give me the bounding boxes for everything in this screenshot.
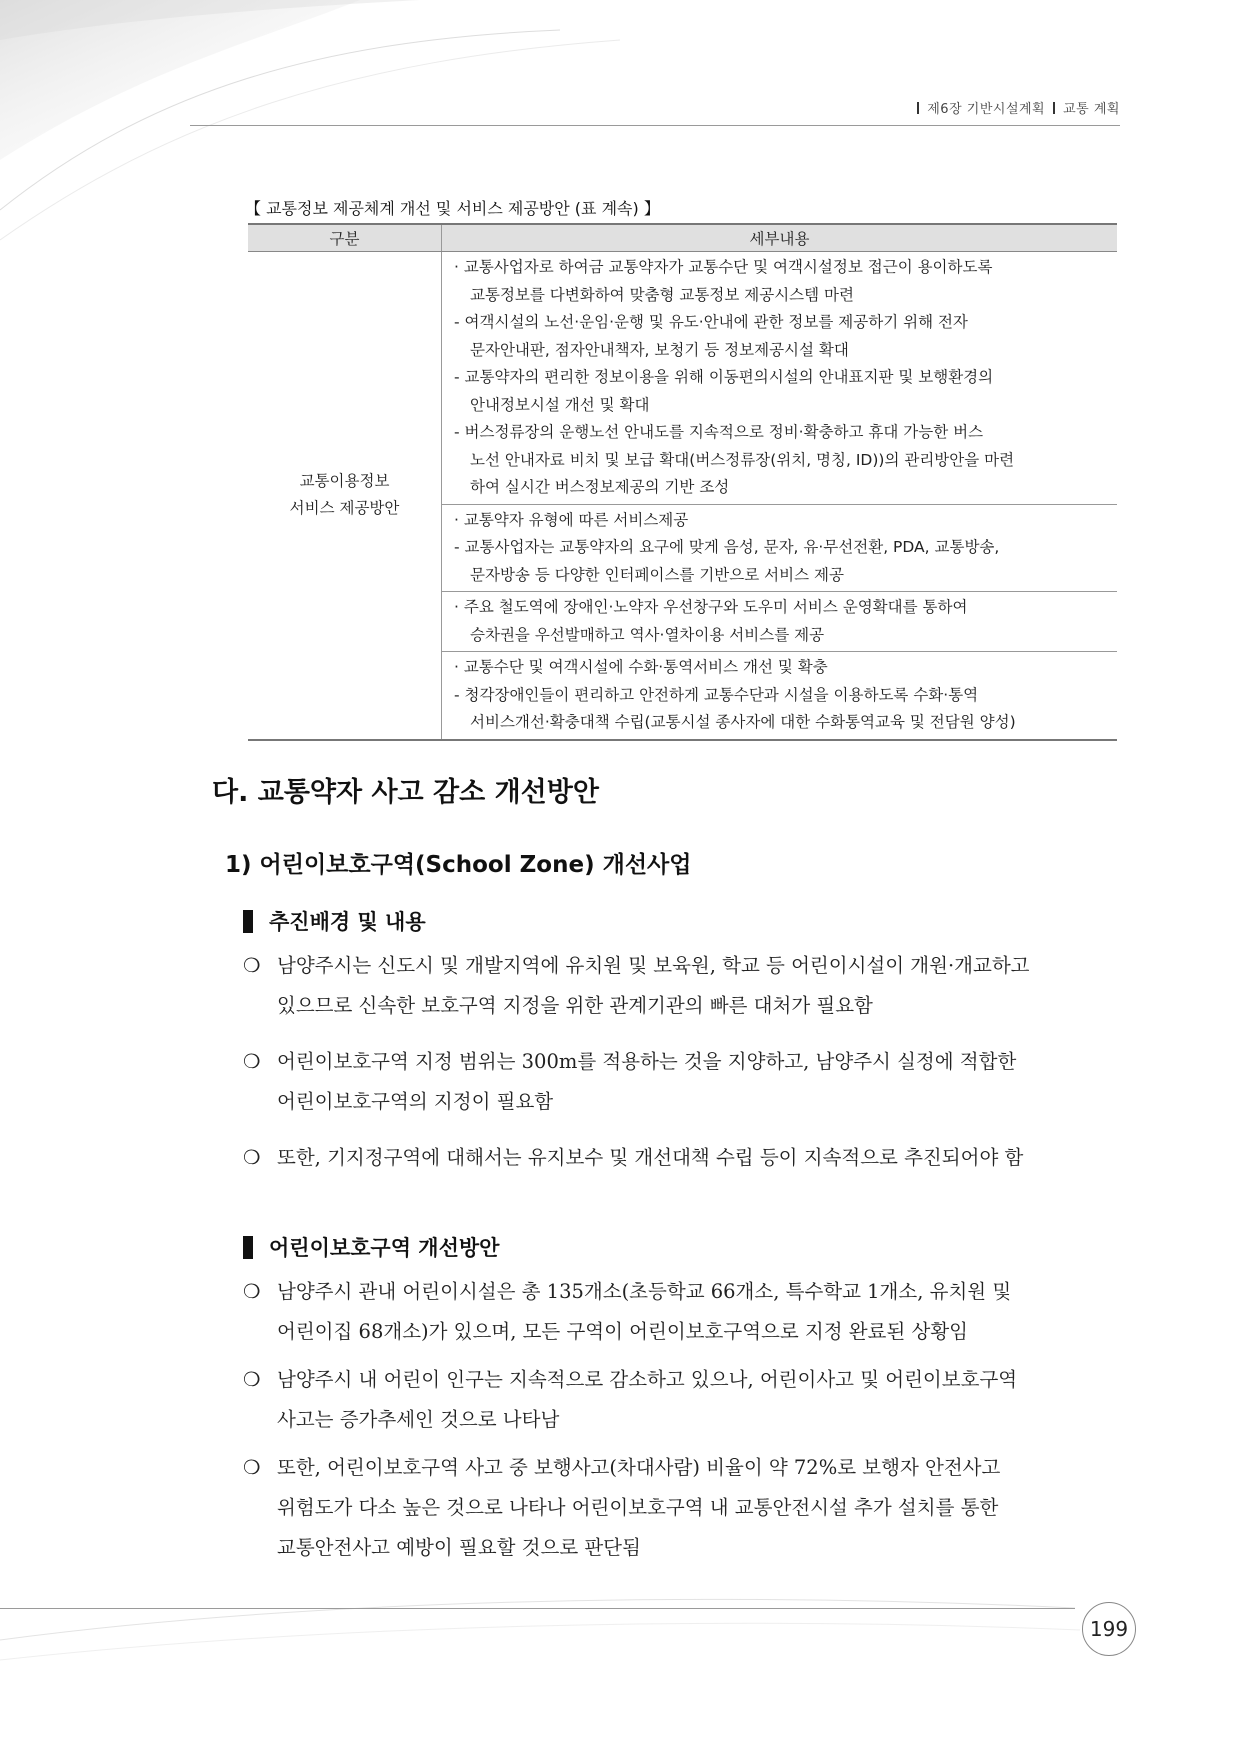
detail-line: 하여 실시간 버스정보제공의 기반 조성: [470, 478, 730, 496]
header-divider: [917, 102, 919, 114]
detail-line: 안내정보시설 개선 및 확대: [470, 395, 650, 414]
circle-bullet-icon: ❍: [243, 1368, 261, 1391]
paragraph-line: ❍ 남양주시 내 어린이 인구는 지속적으로 감소하고 있으나, 어린이사고 및 어린이보호구역: [243, 1360, 1123, 1400]
bullet-heading: [243, 906, 426, 936]
detail-line: - 청각장애인들이 편리하고 안전하게 교통수단과 시설을 이용하도록 수화·통역: [454, 685, 979, 704]
row-details: [442, 252, 1118, 740]
paragraph-line: ❍ 남양주시 관내 어린이시설은 총 135개소(초등학교 66개소, 특수학교 1개소, 유치원 및: [243, 1272, 1123, 1312]
paragraph-line: ❍ 어린이보호구역 지정 범위는 300m를 적용하는 것을 지양하고, 남양주시 실정에 적합한: [243, 1042, 1123, 1082]
subsection-title: 1) 어린이보호구역(School Zone) 개선사업: [225, 852, 692, 878]
running-header: [909, 98, 1120, 117]
row-label-line: 교통이용정보: [299, 472, 390, 491]
footer-rule: [0, 1608, 1075, 1609]
circle-bullet-icon: ❍: [243, 1146, 261, 1169]
detail-block: [442, 252, 1117, 505]
detail-block: [442, 505, 1117, 593]
detail-line: · 주요 철도역에 장애인·노약자 우선창구와 도우미 서비스 운영확대를 통하여: [454, 598, 968, 616]
bullet-heading: [243, 1232, 499, 1262]
detail-line: 문자안내판, 점자안내책자, 보청기 등 정보제공시설 확대: [470, 340, 849, 359]
info-table: [248, 223, 1117, 741]
paragraph-line: 교통안전사고 예방이 필요할 것으로 판단됨: [277, 1536, 641, 1559]
table-header-row: [248, 224, 1117, 252]
paragraph-line: 어린이집 68개소)가 있으며, 모든 구역이 어린이보호구역으로 지정 완료된 상황임: [277, 1320, 968, 1343]
detail-line: - 여객시설의 노선·운임·운행 및 유도·안내에 관한 정보를 제공하기 위해 전자: [454, 313, 968, 331]
detail-line: - 버스정류장의 운행노선 안내도를 지속적으로 정비·확충하고 휴대 가능한 버스: [454, 423, 984, 441]
paragraph: [243, 1272, 1123, 1352]
detail-line: 서비스개선·확충대책 수립(교통시설 종사자에 대한 수화통역교육 및 전담원 양성): [470, 713, 1016, 731]
table-title: 【 교통정보 제공체계 개선 및 서비스 제공방안 (표 계속) 】: [245, 199, 660, 218]
circle-bullet-icon: ❍: [243, 1050, 261, 1073]
paragraph-line: 있으므로 신속한 보호구역 지정을 위한 관계기관의 빠른 대처가 필요함: [277, 994, 873, 1017]
paragraph-line: 어린이보호구역의 지정이 필요함: [277, 1090, 554, 1113]
square-bullet-icon: [243, 910, 253, 933]
detail-line: 문자방송 등 다양한 인터페이스를 기반으로 서비스 제공: [470, 565, 844, 584]
square-bullet-icon: [243, 1236, 253, 1259]
detail-line: 승차권을 우선발매하고 역사·열차이용 서비스를 제공: [470, 625, 825, 644]
detail-block: [442, 592, 1117, 652]
paragraph: [243, 1138, 1123, 1178]
paragraph-line: ❍ 남양주시는 신도시 및 개발지역에 유치원 및 보육원, 학교 등 어린이시설이 개원·개교하고: [243, 946, 1123, 986]
circle-bullet-icon: ❍: [243, 954, 261, 977]
detail-line: 교통정보를 다변화하여 맞춤형 교통정보 제공시스템 마련: [470, 285, 854, 304]
page-number: 199: [1082, 1602, 1136, 1656]
detail-line: - 교통약자의 편리한 정보이용을 위해 이동편의시설의 안내표지판 및 보행환경의: [454, 368, 994, 386]
paragraph-line: 사고는 증가추세인 것으로 나타남: [277, 1408, 560, 1431]
header-divider: [1053, 102, 1055, 114]
paragraph: [243, 1360, 1123, 1440]
detail-line: · 교통약자 유형에 따른 서비스제공: [454, 510, 689, 529]
paragraph: [243, 1042, 1123, 1122]
detail-line: · 교통수단 및 여객시설에 수화·통역서비스 개선 및 확충: [454, 658, 828, 676]
paragraph-line: ❍ 또한, 기지정구역에 대해서는 유지보수 및 개선대책 수립 등이 지속적으로 추진되어야 함: [243, 1138, 1123, 1178]
header-chapter: 제6장 기반시설계획: [927, 102, 1046, 117]
column-header-category: 구분: [248, 224, 442, 252]
detail-block: [442, 652, 1117, 739]
header-rule: [190, 125, 1120, 126]
table-row: [248, 252, 1117, 740]
detail-line: 노선 안내자료 비치 및 보급 확대(버스정류장(위치, 명칭, ID))의 관리방안을 마련: [470, 450, 1015, 469]
detail-line: - 교통사업자는 교통약자의 요구에 맞게 음성, 문자, 유·무선전환, PDA, 교통방송,: [454, 538, 1000, 556]
paragraph: [243, 1448, 1123, 1568]
paragraph-line: 위험도가 다소 높은 것으로 나타나 어린이보호구역 내 교통안전시설 추가 설치를 통한: [277, 1496, 999, 1519]
circle-bullet-icon: ❍: [243, 1456, 261, 1479]
row-label: [248, 252, 442, 740]
section-title: 다. 교통약자 사고 감소 개선방안: [212, 777, 599, 808]
detail-line: · 교통사업자로 하여금 교통약자가 교통수단 및 여객시설정보 접근이 용이하도록: [454, 258, 993, 276]
bullet-heading-text: 어린이보호구역 개선방안: [269, 1236, 500, 1260]
paragraph-line: ❍ 또한, 어린이보호구역 사고 중 보행사고(차대사람) 비율이 약 72%로 보행자 안전사고: [243, 1448, 1123, 1488]
bullet-heading-text: 추진배경 및 내용: [269, 910, 426, 934]
column-header-details: 세부내용: [442, 224, 1118, 252]
paragraph: [243, 946, 1123, 1026]
header-section: 교통 계획: [1063, 102, 1120, 117]
circle-bullet-icon: ❍: [243, 1280, 261, 1303]
row-label-line: 서비스 제공방안: [289, 499, 400, 518]
